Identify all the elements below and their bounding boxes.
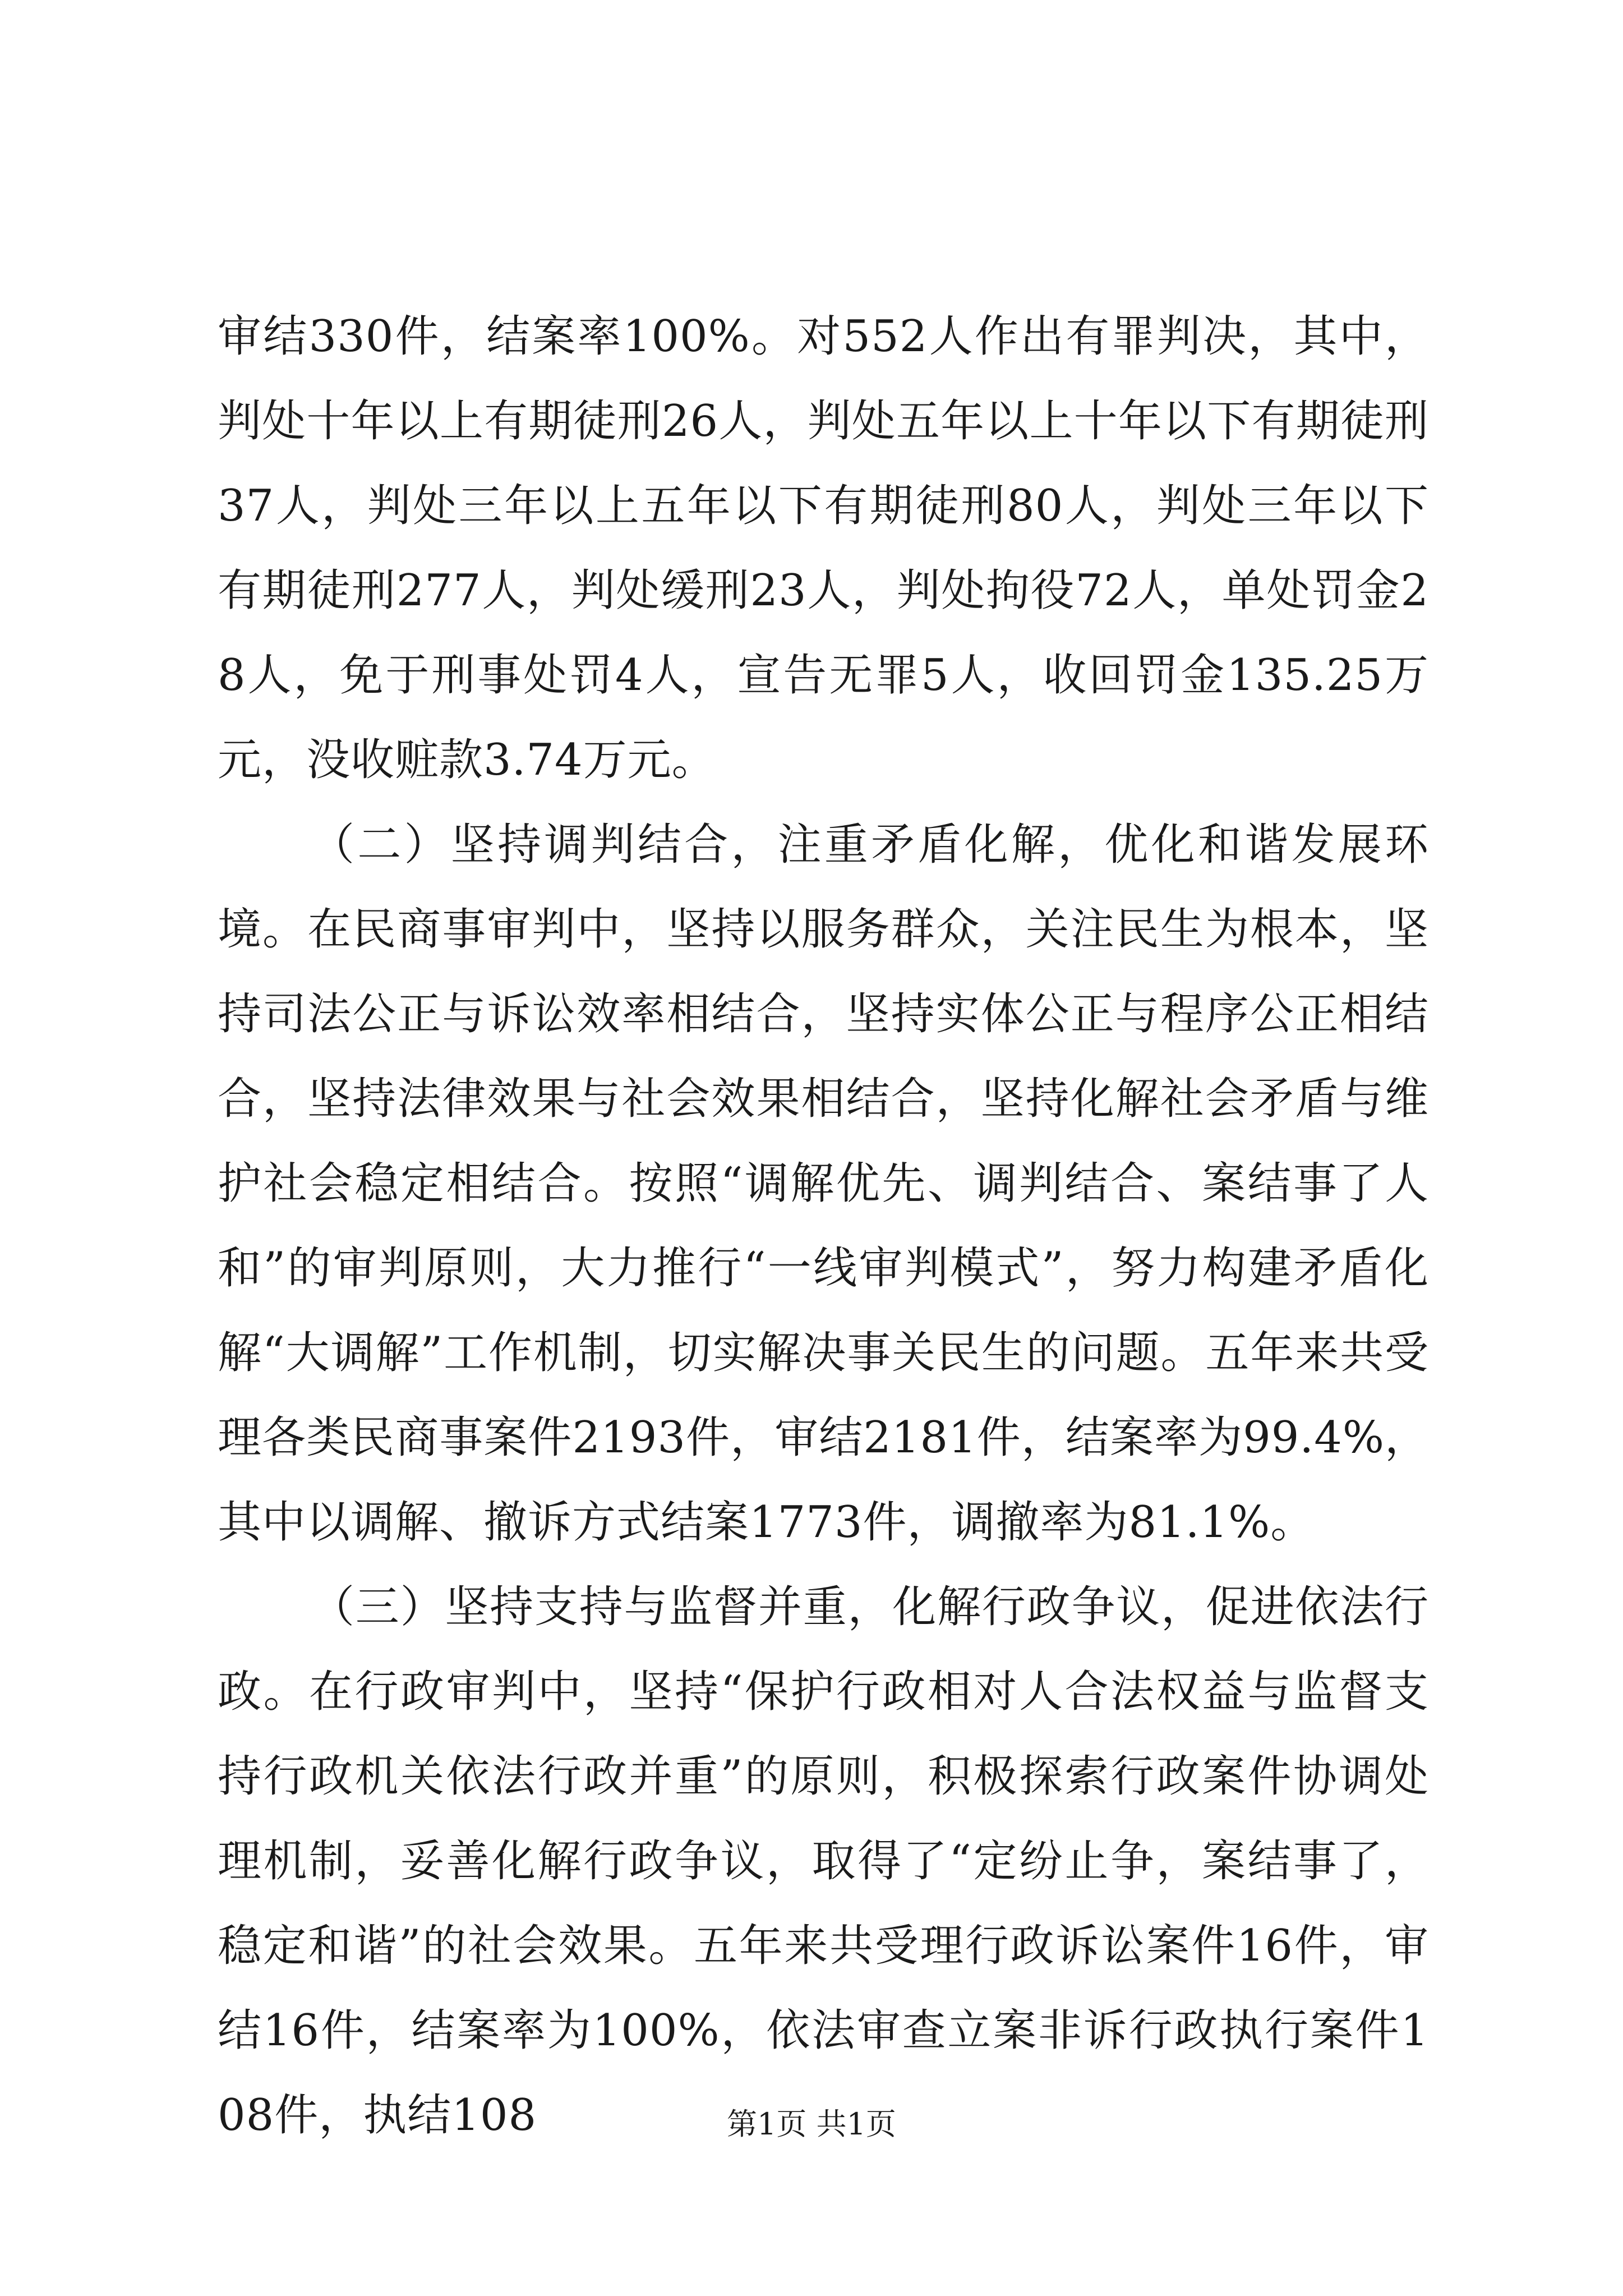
page-footer: 第1页 共1页 <box>727 2106 896 2142</box>
document-body <box>218 295 1429 2158</box>
paragraph-civil-commercial: （二）坚持调判结合，注重矛盾化解，优化和谐发展环境。在民商事审判中，坚持以服务群众，关注民生为根本，坚持司法公正与诉讼效率相结合，坚持实体公正与程序公正相结合，坚持法律效果与社会效果相结合，坚持化解社会矛盾与维护社会稳定相结合。按照“调解优先、调判结合、案结事了人和”的审判原则，大力推行“一线审判模式”，努力构建矛盾化解“大调解”工作机制，切实解决事关民生的问题。五年来共受理各类民商事案件2193件，审结2181件，结案率为99.4%，其中以调解、撤诉方式结案1773件，调撤率为81.1%。 <box>218 820 1429 1548</box>
paragraph-criminal-results: 审结330件，结案率100%。对552人作出有罪判决，其中，判处十年以上有期徒刑26人，判处五年以上十年以下有期徒刑37人，判处三年以上五年以下有期徒刑80人，判处三年以下有期徒刑277人，判处缓刑23人，判处拘役72人，单处罚金28人，免于刑事处罚4人，宣告无罪5人，收回罚金135.25万元，没收赃款3.74万元。 <box>218 311 1429 785</box>
paragraph-administrative: （三）坚持支持与监督并重，化解行政争议，促进依法行政。在行政审判中，坚持“保护行政相对人合法权益与监督支持行政机关依法行政并重”的原则，积极探索行政案件协调处理机制，妥善化解行政争议，取得了“定纷止争，案结事了，稳定和谐”的社会效果。五年来共受理行政诉讼案件16件，审结16件，结案率为100%，依法审查立案非诉行政执行案件108件，执结108 <box>218 1582 1429 2141</box>
